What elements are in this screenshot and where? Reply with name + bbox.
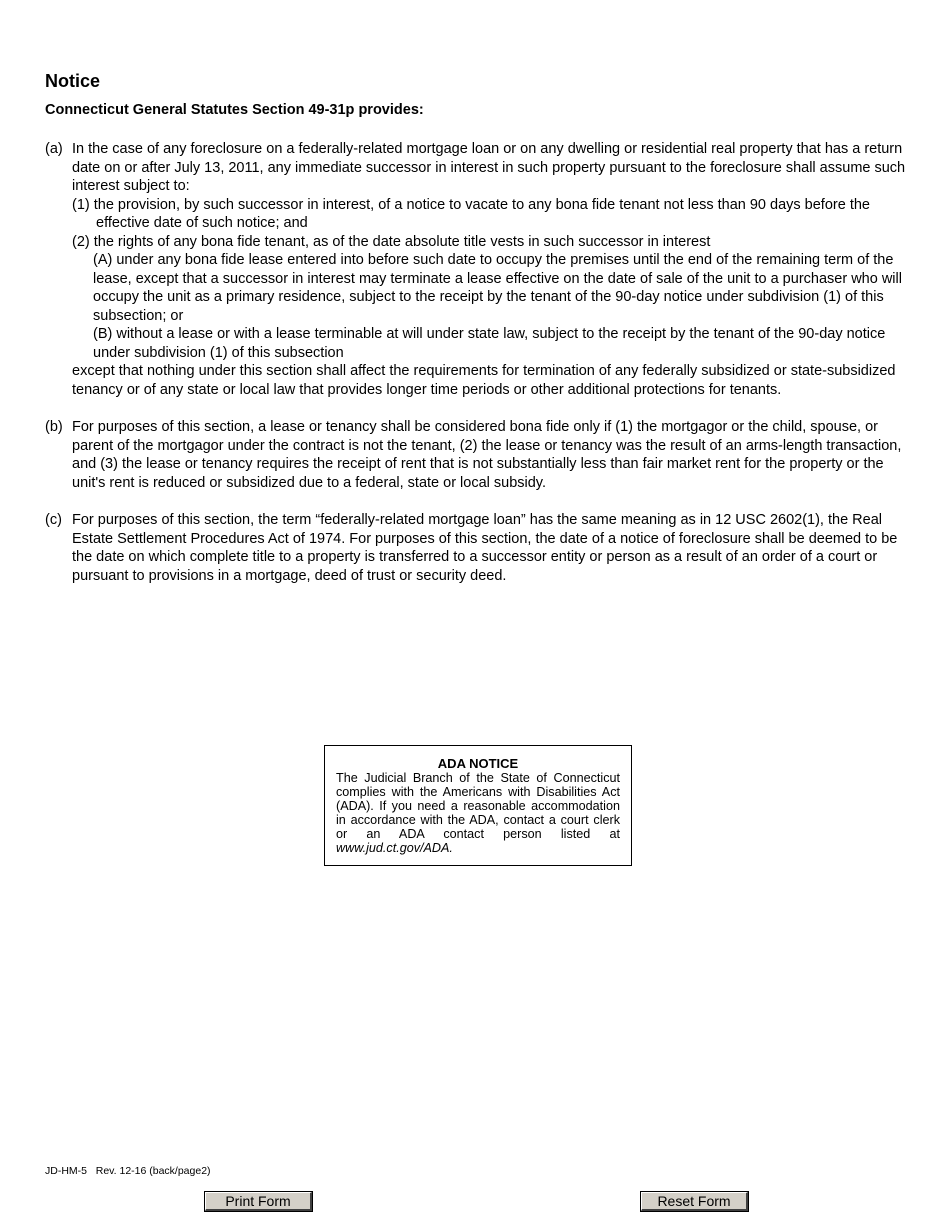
paragraph-b (45, 418, 907, 492)
paragraph-a-closing: except that nothing under this section shall affect the requirements for termination of any federally subsidized or state-subsidized tenancy or of any state or local law that provides longer time periods or other additional protections for tenants. (72, 363, 896, 398)
statute-subheading: Connecticut General Statutes Section 49-31p provides: (45, 102, 424, 118)
reset-form-button[interactable]: Reset Form (641, 1192, 748, 1211)
paragraph-a-item-1: (1) the provision, by such successor in interest, of a notice to vacate to any bona fide tenant not less than 90 days before the effective date of such notice; and (72, 196, 870, 231)
ada-notice-body: The Judicial Branch of the State of Connecticut complies with the Americans with Disabilities Act (ADA). If you need a reasonable accommodation in accordance with the ADA, contact a court clerk or an ADA contact person listed at (336, 771, 620, 841)
paragraph-c (45, 511, 907, 585)
paragraph-c-text: For purposes of this section, the term “federally-related mortgage loan” has the same meaning as in 12 USC 2602(1), the Real Estate Settlement Procedures Act of 1974. For purposes of this section, the date of a notice of foreclosure shall be deemed to be the date on which complete title to a property is transferred to a successor entity or person as a result of an order of a court or pursuant to provisions in a mortgage, deed of trust or security deed. (72, 512, 898, 584)
ada-notice-title: ADA NOTICE (437, 756, 519, 771)
ada-notice-link: www.jud.ct.gov/ADA. (336, 841, 453, 855)
paragraph-a (45, 140, 907, 399)
print-form-button[interactable]: Print Form (205, 1192, 312, 1211)
paragraph-a-item-2: (2) the rights of any bona fide tenant, as of the date absolute title vests in such successor in interest (72, 233, 711, 250)
paragraph-a-intro: In the case of any foreclosure on a federally-related mortgage loan or on any dwelling or residential real property that has a return date on or after July 13, 2011, any immediate successor in interest in such property pursuant to the foreclosure shall assume such interest subject to: (72, 141, 906, 194)
paragraph-b-text: For purposes of this section, a lease or tenancy shall be considered bona fide only if (1) the mortgagor or the child, spouse, or parent of the mortgagor under the contract is not the tenant, (2) the lease or tenancy was the result of an arms-length transaction, and (3) the lease or tenancy requires the receipt of rent that is not substantially less than fair market rent for the property or the unit's rent is reduced or subsidized due to a federal, state or local subsidy. (72, 419, 902, 491)
paragraph-b-letter: (b) (45, 419, 63, 435)
statute-text (45, 140, 907, 585)
form-id-label: JD-HM-5 Rev. 12-16 (back/page2) (45, 1165, 211, 1177)
ada-notice-box (324, 745, 632, 866)
paragraph-a-item-2a: (A) under any bona fide lease entered into before such date to occupy the premises until the end of the remaining term of the lease, except that a successor in interest may terminate a lease effective on the date of sale of the unit to a purchaser who will occupy the unit as a primary residence, subject to the receipt by the tenant of the 90-day notice under subdivision (1) of this subsection; or (93, 252, 902, 324)
notice-heading: Notice (45, 71, 101, 91)
ada-notice-text (336, 771, 620, 855)
paragraph-a-item-2b: (B) without a lease or with a lease terminable at will under state law, subject to the receipt by the tenant of the 90-day notice under subdivision (1) of this subsection (93, 326, 886, 361)
paragraph-c-letter: (c) (45, 512, 62, 528)
paragraph-a-letter: (a) (45, 141, 63, 157)
